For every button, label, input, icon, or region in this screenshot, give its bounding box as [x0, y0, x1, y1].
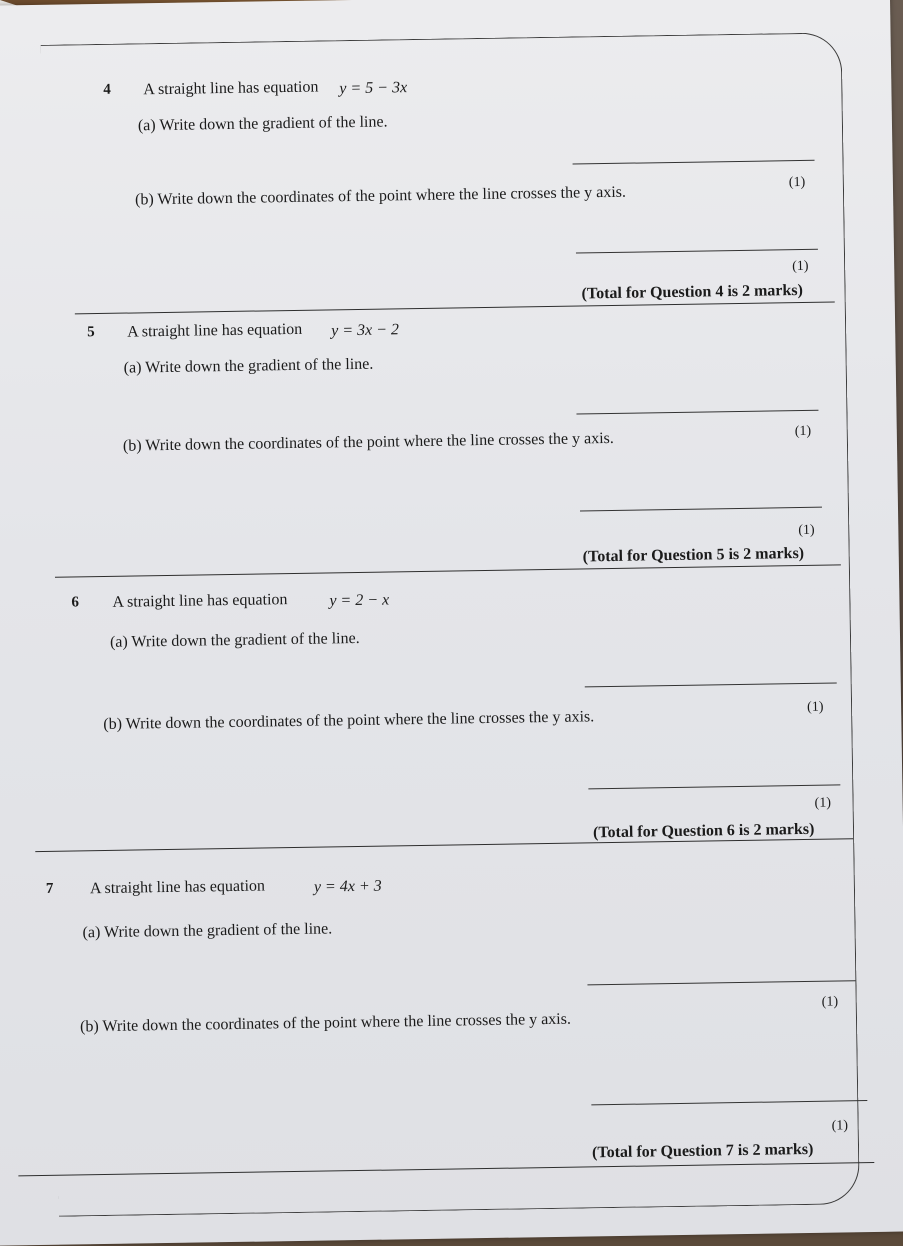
question-number: 4	[103, 81, 111, 98]
question-stem: A straight line has equation	[112, 591, 288, 611]
question-total: (Total for Question 6 is 2 marks)	[592, 820, 815, 842]
answer-line-a[interactable]	[587, 980, 855, 985]
mark-a: (1)	[794, 423, 812, 440]
question-stem: A straight line has equation	[89, 877, 266, 898]
question-separator	[18, 1162, 874, 1176]
part-a-prompt: (a) Write down the gradient of the line.	[137, 113, 388, 135]
question-number: 6	[71, 594, 80, 611]
mark-a: (1)	[788, 174, 806, 191]
mark-b: (1)	[798, 522, 815, 539]
mark-b: (1)	[814, 795, 832, 811]
part-b-prompt: (b) Write down the coordinates of the point where the line crosses the y axis.	[122, 429, 614, 455]
question-stem: A straight line has equation	[127, 320, 303, 341]
part-b-prompt: (b) Write down the coordinates of the point where the line crosses the y axis.	[79, 1010, 572, 1036]
question-stem: A straight line has equation	[143, 78, 319, 99]
question-equation: y = 2 − x	[329, 591, 390, 610]
question-number: 7	[45, 880, 54, 897]
question-number: 5	[87, 324, 95, 341]
question-total: (Total for Question 5 is 2 marks)	[582, 544, 805, 566]
question-equation: y = 5 − 3x	[339, 79, 408, 98]
answer-line-b[interactable]	[591, 1100, 867, 1105]
question-total: (Total for Question 4 is 2 marks)	[581, 281, 804, 303]
mark-a: (1)	[821, 994, 839, 1010]
part-a-prompt: (a) Write down the gradient of the line.	[82, 920, 333, 942]
mark-a: (1)	[807, 699, 824, 715]
part-b-prompt: (b) Write down the coordinates of the point where the line crosses the y axis.	[134, 183, 627, 209]
part-a-prompt: (a) Write down the gradient of the line.	[109, 629, 360, 651]
part-a-prompt: (a) Write down the gradient of the line.	[123, 355, 374, 377]
mark-b: (1)	[792, 258, 809, 275]
question-total: (Total for Question 7 is 2 marks)	[591, 1140, 814, 1162]
mark-b: (1)	[831, 1118, 849, 1134]
question-equation: y = 3x − 2	[331, 321, 400, 340]
part-b-prompt: (b) Write down the coordinates of the point where the line crosses the y axis.	[103, 708, 595, 733]
question-equation: y = 4x + 3	[313, 877, 382, 896]
